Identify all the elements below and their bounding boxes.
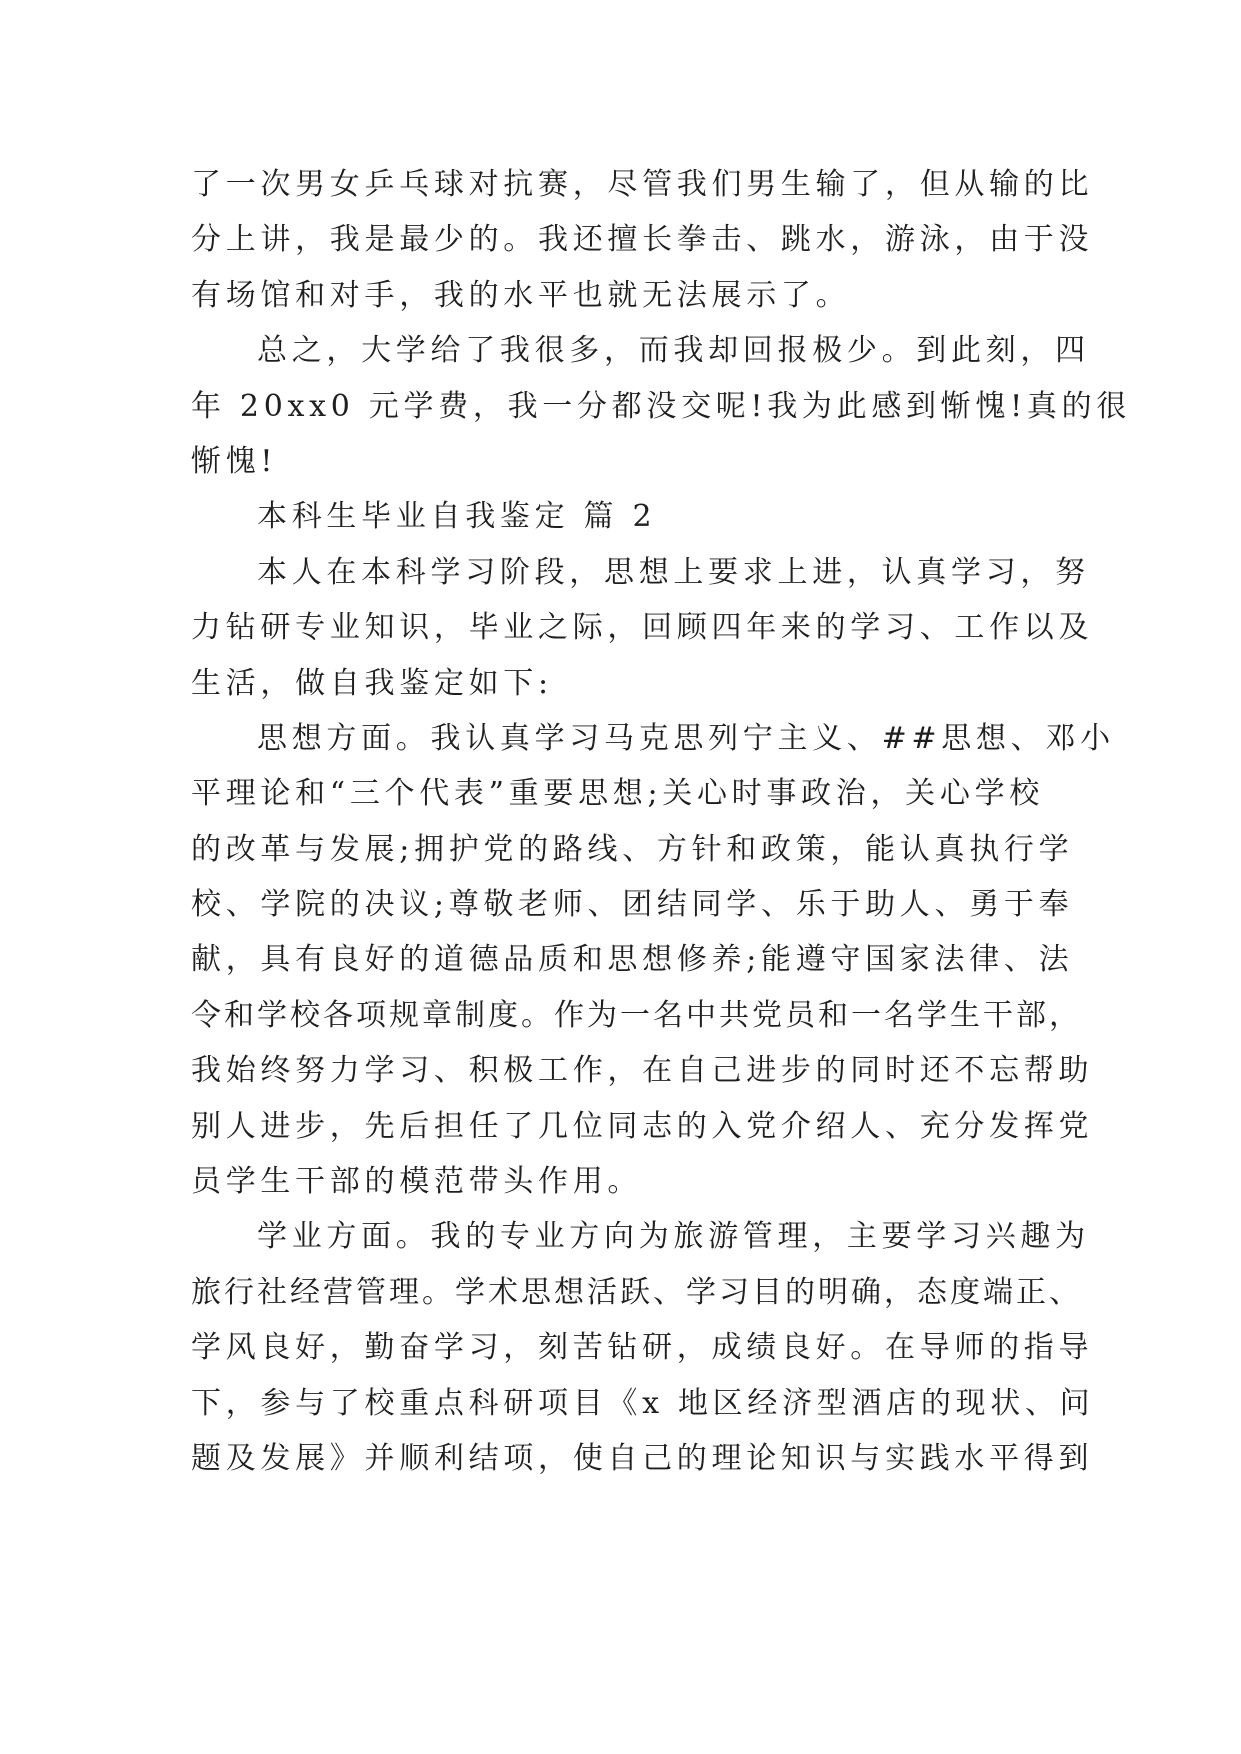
text-line: 学风良好，勤奋学习，刻苦钻研，成绩良好。在导师的指导 [191,1330,1094,1366]
text-line: 有场馆和对手，我的水平也就无法展示了。 [191,277,851,313]
text-line: 分上讲，我是最少的。我还擅长拳击、跳水，游泳，由于没 [191,222,1094,258]
text-line: 学业方面。我的专业方向为旅游管理，主要学习兴趣为 [257,1219,1090,1255]
text-line: 献，具有良好的道德品质和思想修养;能遵守国家法律、法 [191,942,1074,978]
text-line: 思想方面。我认真学习马克思列宁主义、##思想、邓小 [257,720,1115,756]
text-line: 我始终努力学习、积极工作，在自己进步的同时还不忘帮助 [191,1053,1094,1089]
text-line: 本人在本科学习阶段，思想上要求上进，认真学习，努 [257,554,1090,590]
document-body [191,157,1131,1486]
text-line: 令和学校各项规章制度。作为一名中共党员和一名学生干部， [191,997,1082,1033]
text-line: 力钻研专业知识，毕业之际，回顾四年来的学习、工作以及 [191,610,1094,646]
text-line: 了一次男女乒乓球对抗赛，尽管我们男生输了，但从输的比 [191,167,1094,202]
text-line: 的改革与发展;拥护党的路线、方针和政策，能认真执行学 [191,831,1074,867]
section-heading: 本科生毕业自我鉴定 篇 2 [257,499,657,535]
text-line: 下，参与了校重点科研项目《x 地区经济型酒店的现状、问 [191,1385,1095,1421]
text-line: 题及发展》并顺利结项，使自己的理论知识与实践水平得到 [191,1440,1094,1476]
text-line: 平理论和“三个代表”重要思想;关心时事政治，关心学校 [191,776,1044,812]
text-line: 年 20xx0 元学费，我一分都没交呢!我为此感到惭愧!真的很 [191,388,1131,424]
text-line: 惭愧! [191,443,278,479]
text-line: 校、学院的决议;尊敬老师、团结同学、乐于助人、勇于奉 [191,887,1074,923]
text-line: 生活，做自我鉴定如下: [191,665,553,701]
text-line: 员学生干部的模范带头作用。 [191,1164,643,1200]
text-line: 旅行社经营管理。学术思想活跃、学习目的明确，态度端正、 [191,1274,1082,1310]
text-line: 总之，大学给了我很多，而我却回报极少。到此刻，四 [257,333,1090,369]
text-line: 别人进步，先后担任了几位同志的入党介绍人、充分发挥党 [191,1108,1094,1144]
